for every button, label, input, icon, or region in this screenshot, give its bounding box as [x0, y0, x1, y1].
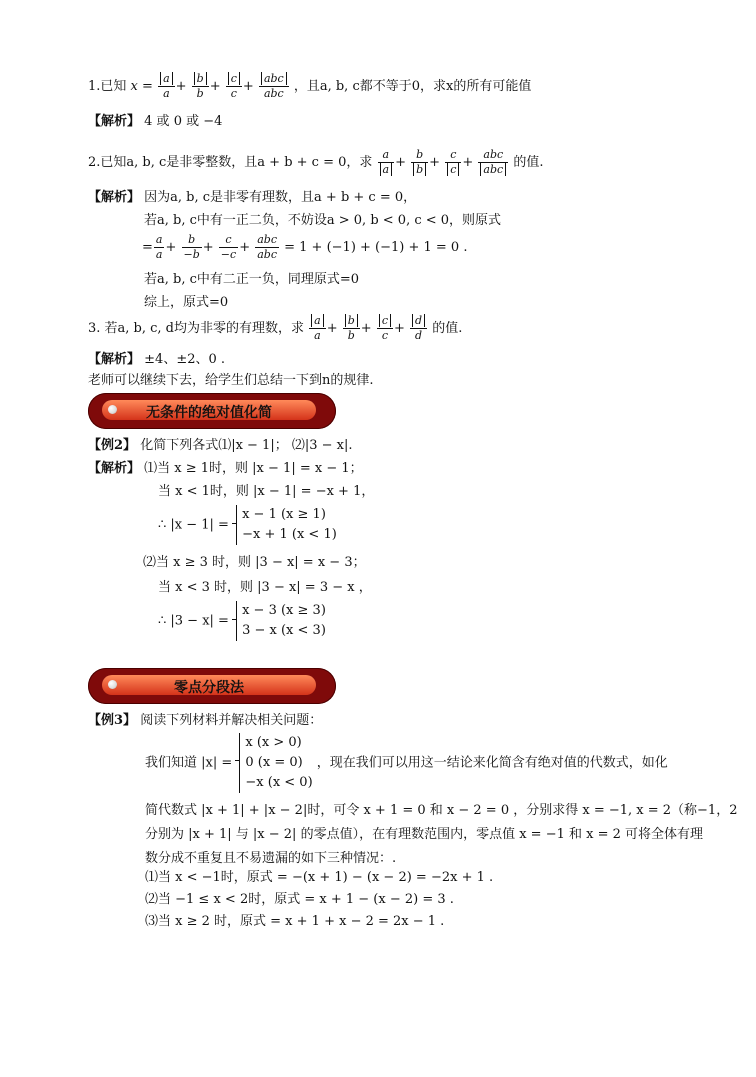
q1-suffix: ，且a, b, c都不等于0，求x的所有可能值 — [293, 78, 532, 94]
question-1: 1.已知 x = $\frac{a}{a}$ + $\frac{b}{b}$ + $\frac{c}{c}$ + $\frac{\text{abc}}{\text{abc}}$ ，且a, b, c都不等于0，求x的所有可能值 — [88, 72, 532, 100]
teacher-note: 老师可以继续下去，给学生们总结一下到n的规律. — [88, 373, 374, 388]
ex2-a2: 当 x < 1时，则 |x − 1| = −x + 1， — [158, 484, 375, 499]
q2-line4: 若a, b, c中有二正一负，同理原式=0 — [144, 272, 360, 287]
piecewise-brace: x − 3 (x ≥ 3) 3 − x (x < 3) — [236, 601, 326, 641]
q1-prefix: 1.已知 — [88, 78, 127, 94]
ex3-case-2: ⑵当 −1 ≤ x < 2时，原式 = x + 1 − (x − 2) = 3 . — [145, 892, 454, 907]
q2-suffix: 的值. — [513, 154, 544, 170]
q1-answer: 【解析】 4 或 0 或 −4 — [88, 114, 223, 129]
question-2: 2.已知a, b, c是非零整数，且a + b + c = 0，求 $\frac{a}{a}$ + $\frac{b}{b}$ + $\frac{c}{c}$ + $\frac{\text{abc}}{\text{abc}}$ 的值. — [88, 148, 544, 176]
piecewise-brace: x (x > 0) 0 (x = 0) −x (x < 0) — [239, 733, 312, 793]
ex3-p1: 简代数式 |x + 1| + |x − 2|时，可令 x + 1 = 0 和 x − 2 = 0 ，分别求得 x = −1, x = 2（称−1，2 — [145, 803, 738, 818]
q3-suffix: 的值. — [432, 320, 463, 336]
q3-prefix: 3. 若a, b, c, d均为非零的有理数，求 — [88, 320, 305, 336]
ex2-analysis: 【解析】 ⑴当 x ≥ 1时，则 |x − 1| = x − 1； — [88, 461, 363, 476]
ex3-case-3: ⑶当 x ≥ 2 时，原式 = x + 1 + x − 2 = 2x − 1 . — [145, 914, 445, 929]
piecewise-brace: x − 1 (x ≥ 1) −x + 1 (x < 1) — [236, 505, 337, 545]
example-3: 【例3】 阅读下列材料并解决相关问题： — [88, 713, 323, 728]
q3-answer: 【解析】 ±4、±2、0 . — [88, 352, 226, 367]
q2-line3: = $\frac{a}{a}$ + $\frac{b}{-b}$ + $\frac{c}{-c}$ + $\frac{\text{abc}}{\text{abc}}$ = 1 + (−1) + (−1) + 1 = 0 . — [142, 233, 468, 261]
ex2-b3: ∴ |3 − x| = x − 3 (x ≥ 3) 3 − x (x < 3) — [158, 601, 326, 641]
question-3: 3. 若a, b, c, d均为非零的有理数，求 $\frac{a}{a}$ + $\frac{b}{b}$ + $\frac{c}{c}$ + $\frac{d}{d}$ 的值. — [88, 314, 463, 342]
example-2: 【例2】 化简下列各式⑴|x − 1|； ⑵|3 − x|. — [88, 438, 353, 453]
ex3-case-1: ⑴当 x < −1时，原式 = −(x + 1) − (x − 2) = −2x + 1 . — [145, 870, 494, 885]
q2-prefix: 2.已知a, b, c是非零整数，且a + b + c = 0，求 — [88, 154, 373, 170]
ex2-b1: ⑵当 x ≥ 3 时，则 |3 − x| = x − 3； — [143, 555, 366, 570]
ex3-p3: 数分成不重复且不易遗漏的如下三种情况：. — [145, 851, 397, 866]
section-title-2: 零点分段法 — [174, 680, 244, 696]
ex3-definition: 我们知道 |x| = x (x > 0) 0 (x = 0) −x (x < 0) ，现在我们可以用这一结论来化简含有绝对值的代数式，如化 — [145, 733, 668, 793]
q2-analysis: 【解析】 因为a, b, c是非零有理数，且a + b + c = 0， — [88, 190, 417, 205]
ex3-p2: 分别为 |x + 1| 与 |x − 2| 的零点值），在有理数范围内，零点值 x = −1 和 x = 2 可将全体有理 — [145, 827, 704, 842]
ex2-b2: 当 x < 3 时，则 |3 − x| = 3 − x ， — [158, 580, 372, 595]
ex2-a3: ∴ |x − 1| = x − 1 (x ≥ 1) −x + 1 (x < 1) — [158, 505, 337, 545]
section-banner-1 — [88, 393, 336, 429]
q2-line5: 综上，原式=0 — [144, 295, 229, 310]
section-title-1: 无条件的绝对值化简 — [146, 405, 272, 421]
q2-line2: 若a, b, c中有一正二负，不妨设a > 0, b < 0, c < 0，则原式 — [144, 213, 502, 228]
section-banner-2 — [88, 668, 336, 704]
